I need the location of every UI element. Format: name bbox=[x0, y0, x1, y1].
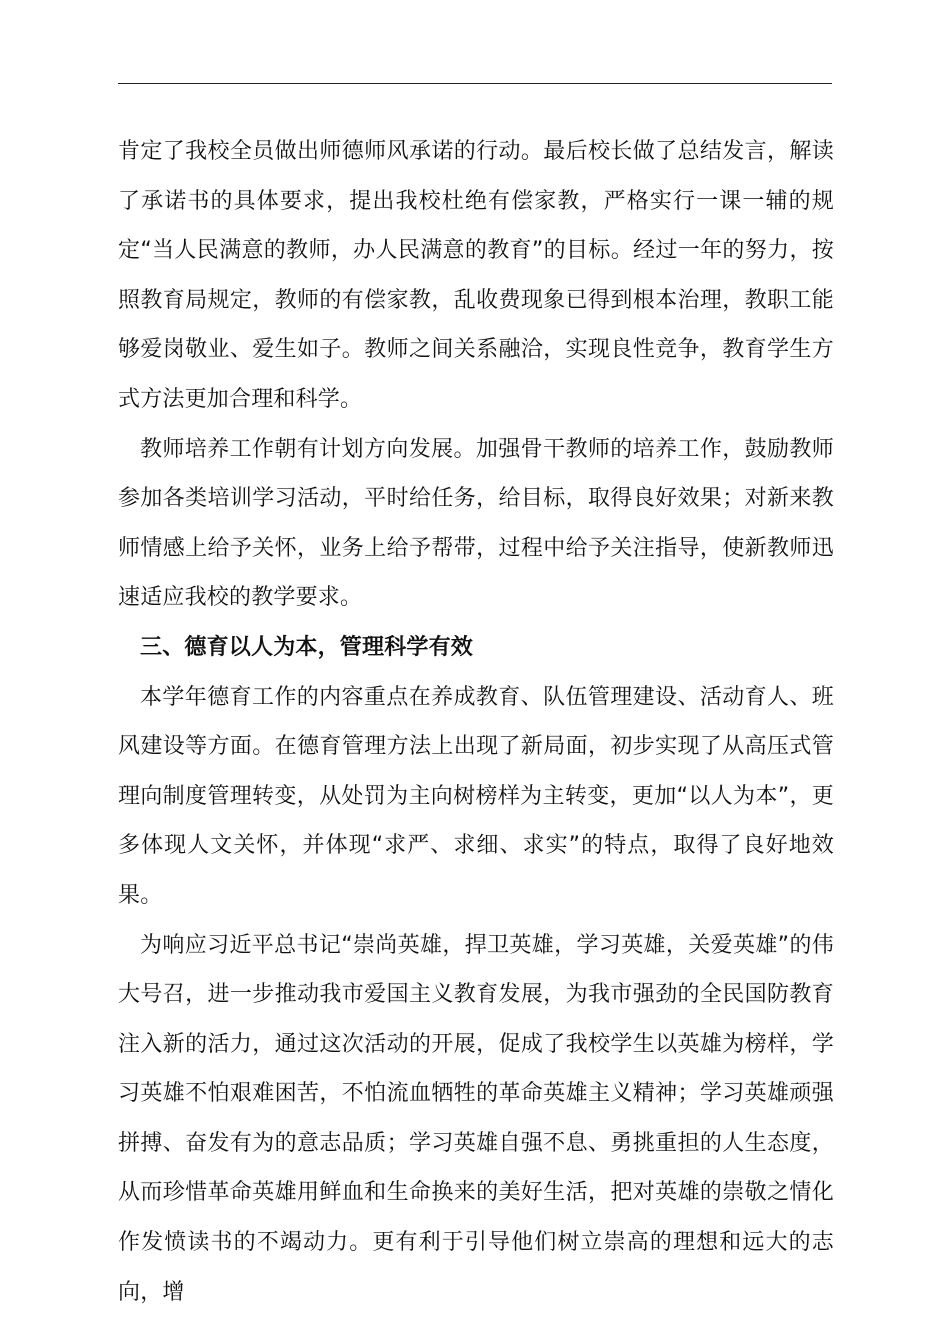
header-rule bbox=[118, 83, 832, 84]
section-heading: 三、德育以人为本，管理科学有效 bbox=[140, 634, 474, 660]
paragraph-hero-learning: 为响应习近平总书记“崇尚英雄，捍卫英雄，学习英雄，关爱英雄”的伟大号召，进一步推动我市爱国主义教育发展，为我市强劲的全民国防教育注入新的活力，通过这次活动的开展，促成了我校学生以英雄为榜样，学习英雄不怕艰难困苦，不怕流血牺牲的革命英雄主义精神；学习英雄顽强拼搏、奋发有为的意志品质；学习英雄自强不息、勇挑重担的人生态度，从而珍惜革命英雄用鲜血和生命换来的美好生活，把对英雄的崇敬之情化作发愤读书的不竭动力。更有利于引导他们树立崇高的理想和远大的志向，增 bbox=[118, 932, 834, 1305]
paragraph-continuation: 肯定了我校全员做出师德师风承诺的行动。最后校长做了总结发言，解读了承诺书的具体要求，提出我校杜绝有偿家教，严格实行一课一辅的规定“当人民满意的教师，办人民满意的教育”的目标。经过一年的努力，按照教育局规定，教师的有偿家教，乱收费现象已得到根本治理，教职工能够爱岗敬业、爱生如子。教师之间关系融洽，实现良性竞争，教育学生方式方法更加合理和科学。 bbox=[118, 139, 834, 412]
paragraph-teacher-training: 教师培养工作朝有计划方向发展。加强骨干教师的培养工作，鼓励教师参加各类培训学习活动，平时给任务，给目标，取得良好效果；对新来教师情感上给予关怀，业务上给予帮带，过程中给予关注指导，使新教师迅速适应我校的教学要求。 bbox=[118, 436, 834, 611]
paragraph-moral-education: 本学年德育工作的内容重点在养成教育、队伍管理建设、活动育人、班风建设等方面。在德育管理方法上出现了新局面，初步实现了从高压式管理向制度管理转变，从处罚为主向树榜样为主转变，更加“以人为本”，更多体现人文关怀，并体现“求严、求细、求实”的特点，取得了良好地效果。 bbox=[118, 684, 834, 908]
document-body bbox=[118, 127, 834, 1317]
